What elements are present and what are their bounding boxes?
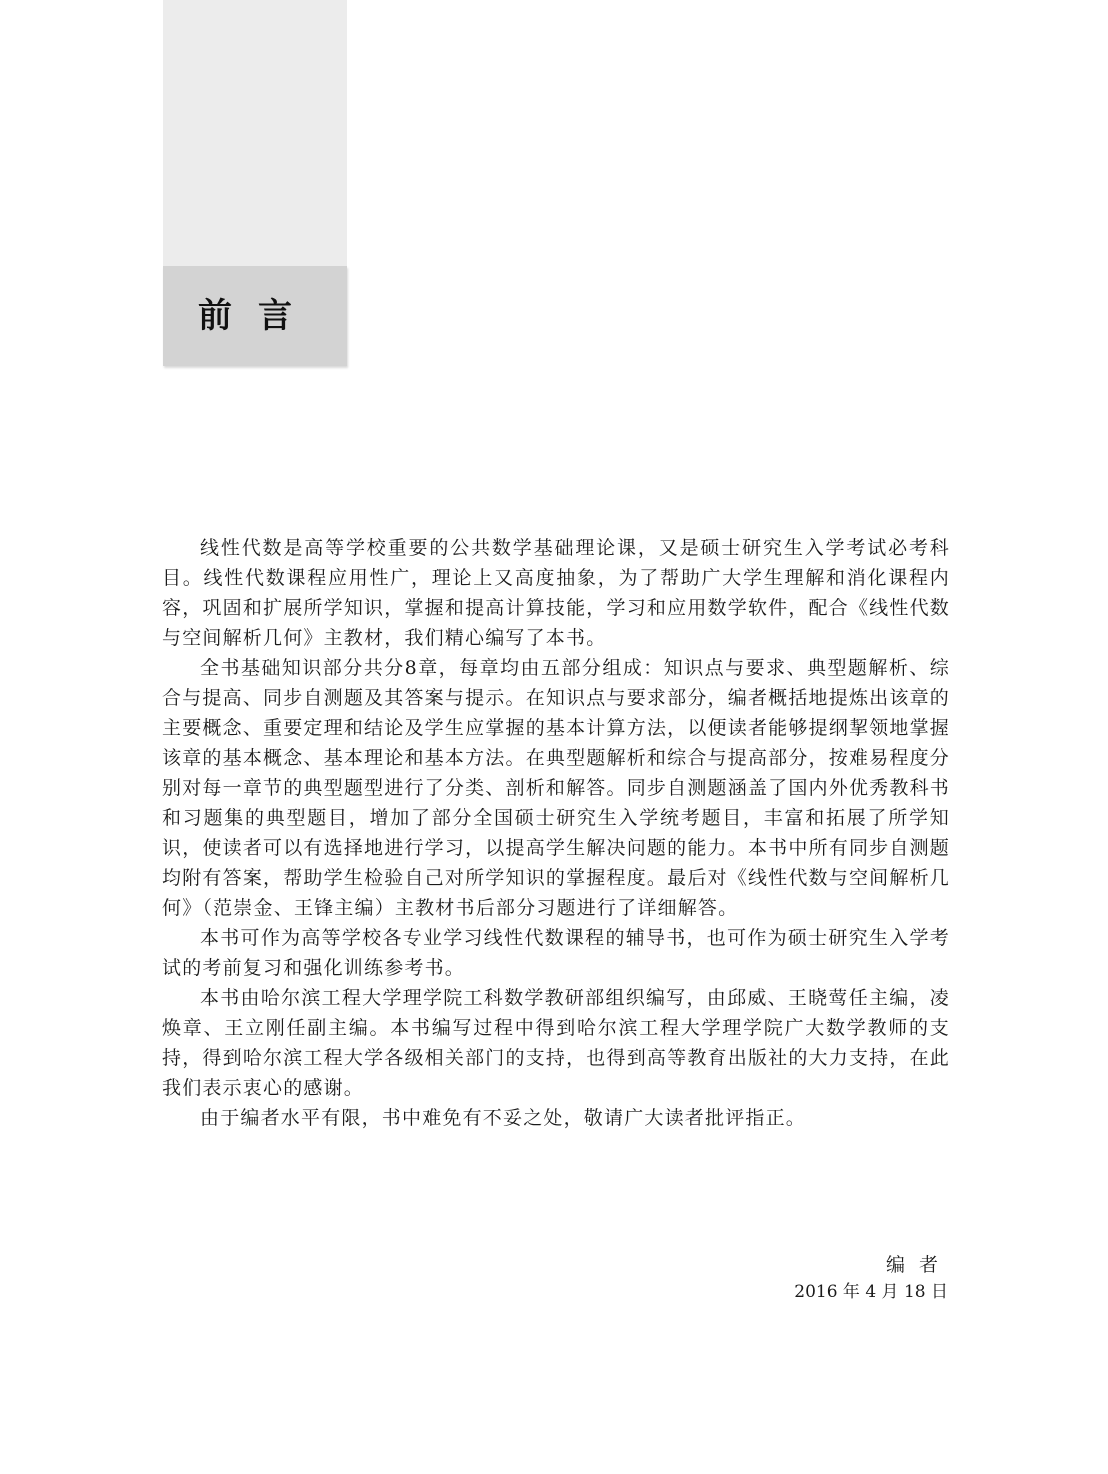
paragraph-closing: 由于编者水平有限，书中难免有不妥之处，敬请广大读者批评指正。 bbox=[200, 1107, 807, 1129]
page-title: 前言 bbox=[198, 296, 318, 336]
date: 2016 年 4 月 18 日 bbox=[794, 1282, 948, 1302]
paragraph-acknowledgements: 本书由哈尔滨工程大学理学院工科数学教研部组织编写，由邱威、王晓莺任主编，凌焕章、王立刚任副主编。本书编写过程中得到哈尔滨工程大学理学院广大数学教师的支持，得到哈尔滨工程大学各级相关部门的支持，也得到高等教育出版社的大力支持，在此我们表示衷心的感谢。 bbox=[162, 987, 950, 1099]
signature: 编者 bbox=[885, 1254, 952, 1276]
paragraph-audience: 本书可作为高等学校各专业学习线性代数课程的辅导书，也可作为硕士研究生入学考试的考前复习和强化训练参考书。 bbox=[162, 927, 950, 979]
body-text bbox=[162, 533, 950, 1133]
paragraph-intro: 线性代数是高等学校重要的公共数学基础理论课，又是硕士研究生入学考试必考科目。线性代数课程应用性广，理论上又高度抽象，为了帮助广大学生理解和消化课程内容，巩固和扩展所学知识，掌握和提高计算技能，学习和应用数学软件，配合《线性代数与空间解析几何》主教材，我们精心编写了本书。 bbox=[162, 537, 950, 649]
title-band-top bbox=[163, 0, 347, 266]
paragraph-structure: 全书基础知识部分共分8章，每章均由五部分组成：知识点与要求、典型题解析、综合与提高、同步自测题及其答案与提示。在知识点与要求部分，编者概括地提炼出该章的主要概念、重要定理和结论及学生应掌握的基本计算方法，以便读者能够提纲挈领地掌握该章的基本概念、基本理论和基本方法。在典型题解析和综合与提高部分，按难易程度分别对每一章节的典型题型进行了分类、剖析和解答。同步自测题涵盖了国内外优秀教科书和习题集的典型题目，增加了部分全国硕士研究生入学统考题目，丰富和拓展了所学知识，使读者可以有选择地进行学习，以提高学生解决问题的能力。本书中所有同步自测题均附有答案，帮助学生检验自己对所学知识的掌握程度。最后对《线性代数与空间解析几何》（范崇金、王锋主编）主教材书后部分习题进行了详细解答。 bbox=[162, 657, 950, 919]
